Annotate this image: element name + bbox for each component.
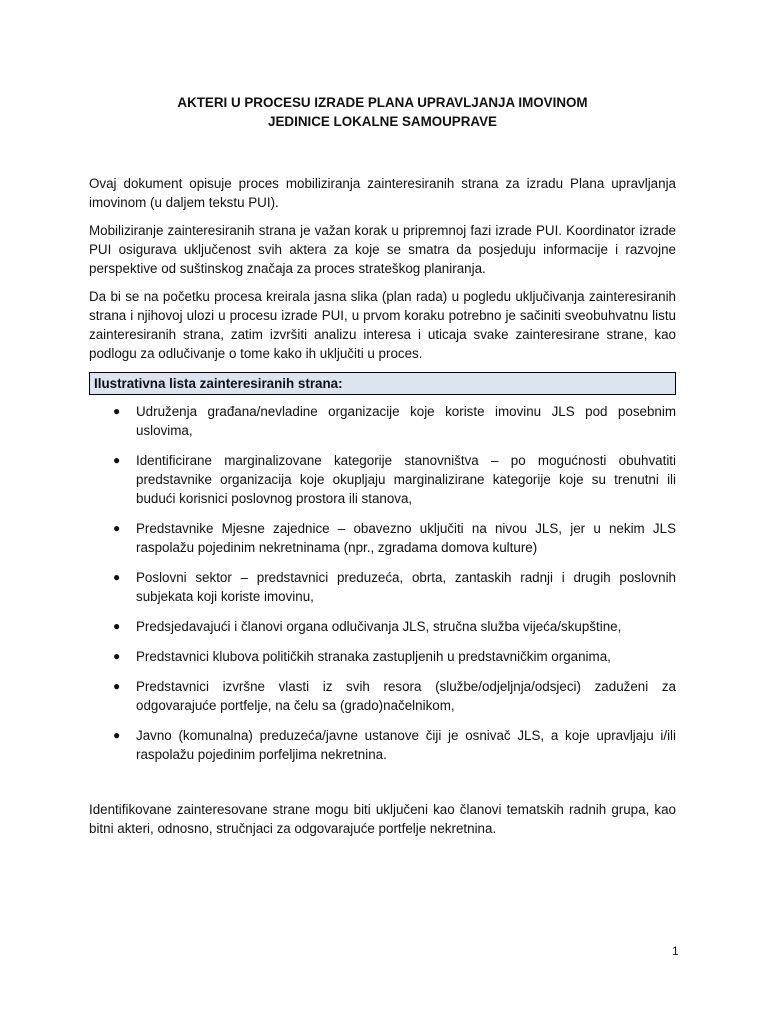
list-item <box>89 451 676 508</box>
list-item <box>89 617 676 636</box>
bullet-icon: ● <box>113 570 121 584</box>
list-item-text: Javno (komunalna) preduzeća/javne ustanove čiji je osnivač JLS, a koje upravljaju i/ili raspolažu pojedinim porfeljima nekretnina. <box>136 728 676 762</box>
list-item <box>89 519 676 557</box>
bullet-icon: ● <box>113 679 121 693</box>
list-item <box>89 726 676 764</box>
mobilization-paragraph: Mobiliziranje zainteresiranih strana je važan korak u pripremnoj fazi izrade PUI. Koordinator izrade PUI osigurava uključenost svih aktera za koje se smatra da posjeduju informacije i razvojne perspektive od suštinskog značaja za proces strateškog planiranja. <box>89 223 676 276</box>
list-item <box>89 568 676 606</box>
list-item-text: Poslovni sektor – predstavnici preduzeća, obrta, zantaskih radnji i drugih poslovnih subjekata koji koriste imovinu, <box>136 570 676 604</box>
bullet-icon: ● <box>113 404 121 418</box>
bullet-icon: ● <box>113 619 121 633</box>
bullet-icon: ● <box>113 453 121 467</box>
plan-paragraph: Da bi se na početku procesa kreirala jasna slika (plan rada) u pogledu uključivanja zainteresiranih strana i njihovoj ulozi u procesu izrade PUI, u prvom koraku potrebno je sačiniti sveobuhvatnu listu zainteresiranih strana, zatim izvršiti analizu interesa i uticaja svake zainteresirane strane, kao podlogu za odlučivanje o tome kako ih uključiti u proces. <box>89 289 676 361</box>
list-item-text: Predstavnici izvršne vlasti iz svih resora (službe/odjeljnja/odsjeci) zaduženi za odgovarajuće portfelje, na čelu sa (grado)načelnikom, <box>136 679 676 713</box>
stakeholder-list <box>89 402 676 764</box>
page-number: 1 <box>672 944 679 958</box>
list-item-text: Identificirane marginalizovane kategorije stanovništva – po mogućnosti obuhvatiti predstavnike organizacija koje okupljaju marginalizirane kategorije koje su trenutni ili budući korisnici poslovnog prostora ili stanova, <box>136 453 676 506</box>
title-line-1: AKTERI U PROCESU IZRADE PLANA UPRAVLJANJA IMOVINOM <box>177 95 588 110</box>
title-line-2: JEDINICE LOKALNE SAMOUPRAVE <box>268 114 497 129</box>
list-item <box>89 402 676 440</box>
list-item-text: Udruženja građana/nevladine organizacije koje koriste imovinu JLS pod posebnim uslovima, <box>136 404 676 438</box>
list-item-text: Predstavnici klubova političkih stranaka zastupljenih u predstavničkim organima, <box>136 649 611 664</box>
list-item <box>89 677 676 715</box>
list-item-text: Predsjedavajući i članovi organa odlučivanja JLS, stručna služba vijeća/skupštine, <box>136 619 622 634</box>
list-item-text: Predstavnike Mjesne zajednice – obavezno uključiti na nivou JLS, jer u nekim JLS raspolažu pojedinim nekretninama (npr., zgradama domova kulture) <box>136 521 676 555</box>
intro-paragraph: Ovaj dokument opisuje proces mobiliziranja zainteresiranih strana za izradu Plana upravljanja imovinom (u daljem tekstu PUI). <box>89 176 676 210</box>
bullet-icon: ● <box>113 521 121 535</box>
closing-paragraph: Identifikovane zainteresovane strane mogu biti uključeni kao članovi tematskih radnih grupa, kao bitni akteri, odnosno, stručnjaci za odgovarajuće portfelje nekretnina. <box>89 802 676 836</box>
bullet-icon: ● <box>113 649 121 663</box>
list-heading: Ilustrativna lista zainteresiranih strana: <box>89 372 676 395</box>
bullet-icon: ● <box>113 728 121 742</box>
list-item <box>89 647 676 666</box>
document-title <box>89 93 676 131</box>
